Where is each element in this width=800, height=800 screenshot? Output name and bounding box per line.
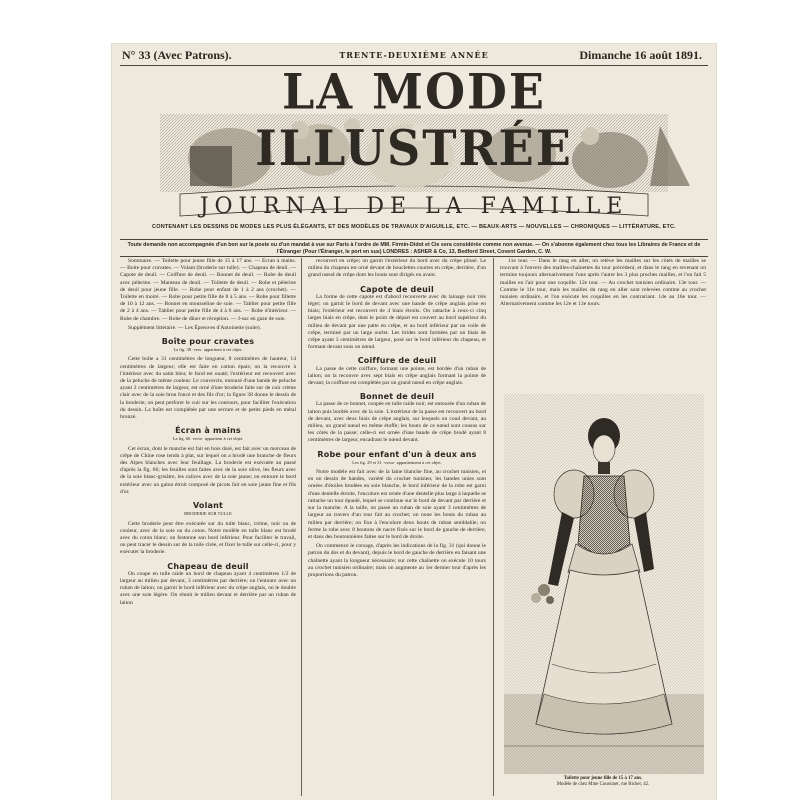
section-text: La passe de ce bonnet, coupée en tulle raide noir, est entourée d'un ruban de laiton puis bordée avec de la soie. L'extérieur de la passe est recouvert au bord de devant, avec deux biais de crêpe anglais, sur lesquels on coud devant, au milieu, un grand nœud en même étoffe; les bouts de ce nœud sont cousus sur les côtés de la passe; celle-ci est ornée d'une bande de crêpe brodé ayant 8 centimètres de largeur, encadrant le nœud devant. bbox=[308, 401, 486, 444]
section-subtitle: BRODERIE SUR TULLE bbox=[184, 511, 232, 517]
section-text: On coupe en tulle raide un bord de chapeau ayant 4 centimètres 1/2 de largeur au milieu par devant, 3 centimètres par derrière; on l'entoure avec un ruban de laiton; on garnit le bord inférieur avec du crêpe anglais, on le double avec une soie légère. On réunit le milieu devant et derrière par un ruban de laiton bbox=[120, 570, 296, 606]
fashion-illustration bbox=[504, 394, 704, 774]
dress-engraving bbox=[504, 394, 704, 774]
section-text: Cette boîte a 31 centimètres de longueur, 8 centimètres de hauteur, 14 centimètres de largeur; elle est faite en carton épais; on la recouvre à l'intérieur avec du satin bleu; le fond est ouaté; l'extérieur est recouvert avec de la peluche de même couleur. Le couvercle, entouré d'une bande de peluche ayant 2 centimètres de largeur, est orné d'une broderie faite sur de cuir crème clair avec de la soie brun foncé et des fils d'or; la figure 38 donne le dessin de la broderie; on peut perforer le cuir sur les contours, pour faciliter l'exécution du dessin. La boîte est complétée par une serrure et de petits pieds en métal bronzé. bbox=[120, 356, 296, 421]
column-1 bbox=[120, 258, 296, 798]
section-title: Écran à mains bbox=[175, 426, 241, 436]
column-3-text bbox=[500, 258, 706, 388]
newspaper-page bbox=[112, 44, 716, 800]
section-title: Boîte pour cravates bbox=[161, 337, 255, 347]
section-title: Robe pour enfant d'un à deux ans bbox=[317, 449, 477, 459]
section-text: Cet écran, dont le manche est fait en bois doré, est fait avec un morceau de crêpe de Chine rose tendu à plat, sur lequel on a brodé une branche de fleurs des Alpes blanches avec leur feuillage. La broderie est exécutée au passé d'après la fig. 66; les feuilles sont faites avec de la soie olive, les fleurs avec de la soie blanc-grisâtre, les calices avec de la soie jaune; on entoure le bord extérieur avec un galon étroit composé de picots fait en soie jaune fine et fils d'or. bbox=[120, 445, 296, 495]
section-title: Coiffure de deuil bbox=[357, 356, 437, 366]
caption-title: Toilette pour jeune fille de 15 à 17 ans. bbox=[563, 776, 643, 781]
figure-note: Les fig. 29 et 31 ·verso· appartiennent à cet objet. bbox=[352, 459, 442, 465]
section-title: Capote de deuil bbox=[360, 284, 434, 294]
masthead-rule bbox=[120, 239, 708, 240]
supplement: Supplément littéraire. — Les Épreuves d'Antoinette (suite). bbox=[128, 324, 262, 331]
section-text: La passe de cette coiffure, formant une pointe, est bordée d'un ruban de laiton; on la recouvre avec sept biais en crêpe anglais formant la pointe de devant; la coiffure est complétée par un grand nœud en crêpe anglais. bbox=[308, 365, 486, 387]
illustration-caption bbox=[500, 776, 706, 788]
column-divider-2 bbox=[493, 258, 494, 796]
subscription-notice: Toute demande non accompagnée d'un bon sur la poste ou d'un mandat à vue sur Paris à l'ordre de MM. Firmin-Didot et Cie sera considérée comme non avenue. — On s'abonne également chez tous les Libraires de France et de l'Étranger (Pour l'Étranger, le port en sus) LONDRES : ASHER & Co, 13, Bedford Street, Covent Garden, C. W. bbox=[127, 242, 701, 255]
section-text: Cette broderie peut être exécutée sur du tulle blanc, crème, noir ou de couleur, avec de la soie ou du coton. Notre modèle en tulle blanc est brodé avec du coton blanc; on festonne son bord inférieur. Pour faciliter le travail, on peut tracer le dessin sur de la toile cirée, et fixer le tulle sur celle-ci, pour y exécuter la broderie. bbox=[120, 520, 296, 556]
sommaire: Sommaire. — Toilette pour jeune fille de 15 à 17 ans. — Écran à mains. — Boite pour cravates. — Volant (broderie sur tulle). — Chapeau de deuil. — Capote de deuil. — Coiffure de deuil. — Bonnet de deuil. — Robe de deuil avec pèlerine. — Manteau de deuil. — Toilette de deuil. — Robe et pèlerine de deuil pour jeune fille. — Robe pour enfant de 1 à 2 ans (crochet). — Toilette en moiré. — Robe pour petite fille de 8 à 5 ans. — Robe pour fillette de 10 à 12 ans. — Bonnet en mousseline de soie. — Tablier pour petite fille de 2 à 4 ans. — Tablier pour petite fille de 4 à 6 ans. — Robe d'intérieur. — Robe de chambre. — Robe de dîner et réception. — J-sac en gaze de soie. bbox=[120, 258, 296, 322]
issue-date: Dimanche 16 août 1891. bbox=[579, 48, 702, 62]
section-text: On commence le corsage, d'après les indications de la fig. 31 (qui donne le patron du dos et du devant), depuis le bord de gauche de derrière en faisant une chaînette ayant la longueur nécessaire; sur cette chaînette on exécute 10 tours au crochet tunisien ordinaire; mais on augmente au 1er dernier tour d'après les proportions du patron. bbox=[308, 543, 486, 578]
section-title: Bonnet de deuil bbox=[359, 392, 435, 402]
year-label: TRENTE-DEUXIÈME ANNÉE bbox=[339, 50, 489, 60]
masthead-subtitle: JOURNAL DE LA FAMILLE bbox=[199, 194, 629, 219]
figure-note: La fig. 38 ·vers· appartient à cet objet. bbox=[173, 347, 243, 353]
masthead-tagline: CONTENANT LES DESSINS DE MODES LES PLUS ÉLÉGANTS, ET DES MODÈLES DE TRAVAUX D'AIGUILLE, ETC. — BEAUX-ARTS — NOUVELLES — CHRONIQUES — LITTÉRATURE, ETC. bbox=[152, 224, 676, 230]
masthead-title: LA MODE ILLUSTRÉE bbox=[255, 63, 573, 177]
notice-rule bbox=[120, 256, 708, 257]
figure-note: La fig. 66 ·recto· appartient à cet objet. bbox=[172, 436, 244, 442]
section-text: La forme de cette capote est d'abord recouverte avec du lainage noir très léger; on garnit le bord de devant avec une bande de crêpe anglais prise en biais; l'extérieur est recouvert de 4 biais étroits. On rattache à ceux-ci cinq larges biais en crêpe, dont le point de départ est couvert au bord supérieur du milieu de devant par une patte en crêpe, et au bord inférieur par un voile de crêpe, terminé par un large ourlet. Les brides sont formées par un biais de crêpe ayant 3 centimètres de largeur, posé sur le bord inférieur du chapeau, et formant devant sous un nœud. bbox=[308, 293, 486, 351]
issue-number: N° 33 (Avec Patrons). bbox=[122, 48, 232, 62]
column-divider-1 bbox=[301, 258, 302, 796]
caption-credit: Modèle de chez Mme Coussinet, rue Richer, 42. bbox=[556, 782, 650, 787]
section-title: Volant bbox=[192, 501, 224, 511]
masthead bbox=[120, 63, 708, 236]
column-2 bbox=[308, 258, 486, 798]
section-text: 11e tour. — Dans le rang en aller, on relève les mailles sur les côtés de mailles se trouvant à l'envers des mailles-chaînettes du tour précédent, et dans le rang en revenant on termine toujours alternativement l'une après l'autre les 3 plus proches mailles, et l'on fait 5 mailles en l'air pour une coquille. 12e tour. — Au crochet tunisien ordinaire. 13e tour. — Comme le 11e tour, mais les mailles du rang en aller sont relevées comme au crochet tunisien ordinaire, et l'on exécute les coquilles en les contrariant. 14e au 16e tour. — Alternativement comme les 12e et 13e tours. bbox=[500, 258, 706, 308]
section-text: recouvert en crêpe; on garnit l'extérieur du bord avec du crêpe plissé. Le milieu du chapeau est orné devant de bouclettes courtes en crêpe, derrière, d'un grand nœud de crêpe dont les bouts sont dirigés en avant. bbox=[308, 258, 486, 279]
section-text: Notre modèle est fait avec de la laine blanche fine, au crochet tunisien, et en un dessin de bandes, variété du crochet tunisien; les bandes unies sont ornées d'étoiles brodées en soie blanche, le bord inférieur de la robe est garni d'une dentelle étroite, l'encolure est ornée d'une dentelle plus large à laquelle se rattache un tour épaulé, lequel se continue sur le bord de devant par derrière et sur la manche. A la taille, on passe un ruban de soie ayant 3 centimètres de largeur au travers d'un tour fait au crochet; on noue les bouts du ruban au milieu par derrière; on fixe à l'encolure deux bouts de ruban semblable; on ferme la robe avec 8 boutons de nacre fixés sur le bord de gauche de derrière, et dans des boutonnières faites sur le bord de droite. bbox=[308, 469, 486, 540]
section-title: Chapeau de deuil bbox=[167, 561, 249, 571]
